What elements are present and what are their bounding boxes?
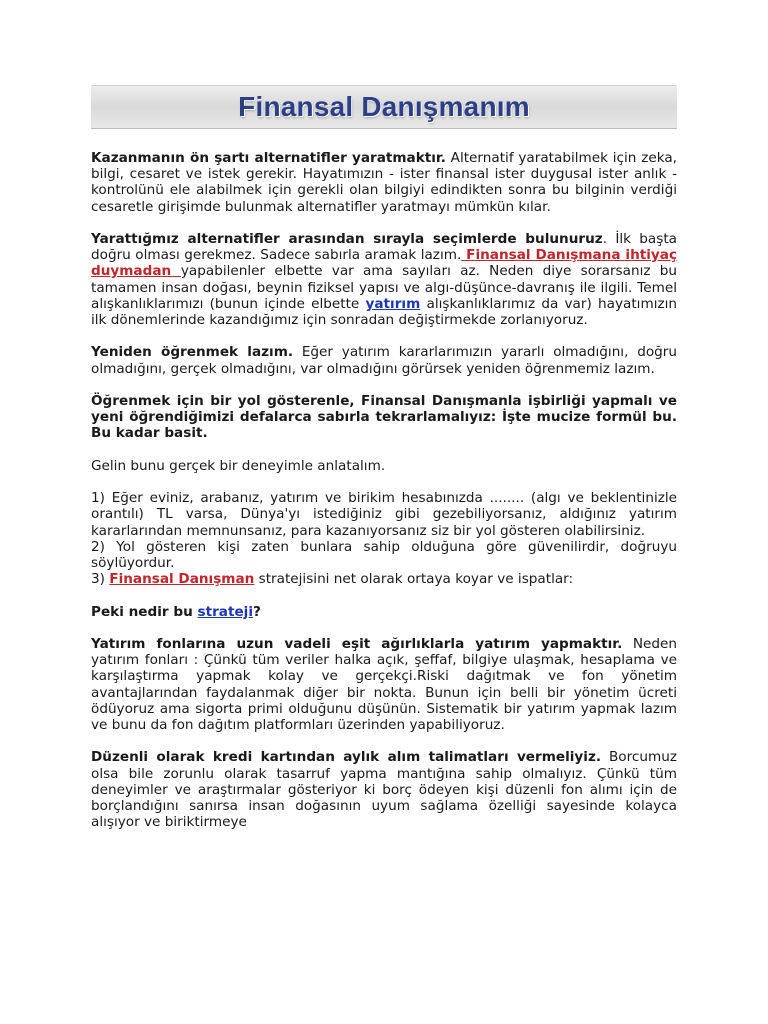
paragraph-8-text: Borcumuz olsa bile zorunlu olarak tasarruf yapma mantığına sahip olmalıyız. Çünkü tüm deneyimler ve araştırmalar gösteriyor ki borç ödeyen kişi düzenli fon alımı için de borçlandığını sanırsa insan doğasının uyum sağlama özelliği sayesinde kolayca alışıyor ve biriktirmeye	[91, 749, 677, 831]
yatirim-link[interactable]: yatırım	[365, 295, 421, 312]
paragraph-1	[91, 150, 677, 215]
paragraph-1-text: Alternatif yaratabilmek için zeka, bilgi, cesaret ve istek gerekir. Hayatımızın - ister finansal ister duygusal ister anlık - kontrolünü ele alabilmek için gerekli olan bilgiyi edindikten sonra bu bilginin verdiği cesaretle girişimde bulunmak alternatifler yaratmayı mümkün kılar.	[91, 150, 677, 215]
paragraph-7-text: Neden yatırım fonları : Çünkü tüm veriler halka açık, şeffaf, bilgiye ulaşmak, hesaplama ve karşılaştırma yapmak kolay ve gerçekçi.Riski dağıtmak ve fon yönetim avantajlarından faydalanmak diğer bir nokta. Bunun için belli bir yönetim ücreti ödüyoruz ama sigorta primi olduğunu düşünün. Sistematik bir yatırım yapmak lazım ve bunu da fon dağıtım platformları üzerinden yapabiliyoruz.	[91, 635, 677, 733]
finansal-danisman-link[interactable]: Finansal Danışman	[109, 571, 255, 588]
paragraph-2-lead: Yarattığmız alternatifler arasından sırayla seçimlerde bulunuruz	[91, 231, 603, 247]
paragraph-2	[91, 231, 677, 328]
list-item	[91, 490, 677, 539]
paragraph-3	[91, 344, 677, 376]
paragraph-5	[91, 458, 677, 474]
paragraph-3-lead: Yeniden öğrenmek lazım.	[91, 344, 294, 361]
article-body	[91, 150, 677, 847]
paragraph-7	[91, 636, 677, 733]
paragraph-5-text: Gelin bunu gerçek bir deneyimle anlatalım.	[91, 457, 386, 474]
title-banner	[91, 85, 677, 129]
paragraph-2-text-3: alışkanlıklarımız da var) hayatımızın ilk dönemlerinde kazandığımız için sonradan değiştirmekde zorlanıyoruz.	[91, 295, 677, 329]
paragraph-1-lead: Kazanmanın ön şartı alternatifler yaratmaktır.	[91, 150, 446, 166]
list-item-1-text: 1) Eğer eviniz, arabanız, yatırım ve birikim hesabınızda ........ (algı ve beklentinizle orantılı) TL varsa, Dünya'yı istediğiniz gibi gezebiliyorsanız, aldığınız yatırım kararlarından memnunsanız, para kazanıyorsanız siz bir yol gösteren olabilirsiniz.	[91, 490, 677, 539]
paragraph-8-lead: Düzenli olarak kredi kartından aylık alım talimatları vermeliyiz.	[91, 749, 602, 766]
list-item	[91, 571, 677, 587]
paragraph-2-text-1: . İlk başta doğru olması gerekmez. Sadece sabırla aramak lazım.	[91, 231, 677, 264]
list-item-3-text: stratejisini net olarak ortaya koyar ve ispatlar:	[254, 571, 574, 588]
paragraph-2-text-2: yapabilenler elbette var ama sayıları az. Neden diye sorarsanız bu tamamen insan doğası, beynin fiziksel yapısı ve algı-düşünce-davranış ile ilgili. Temel alışkanlıklarımızı (bunun içinde elbette	[91, 263, 678, 312]
page-title: Finansal Danışmanım	[238, 91, 530, 122]
paragraph-4-lead: Öğrenmek için bir yol gösterenle, Finansal Danışmanla işbirliği yapmalı ve yeni öğrendiğimizi defalarca sabırla tekrarlamalıyız: İşte mucize formül bu. Bu kadar basit.	[91, 393, 677, 442]
paragraph-6-prefix: Peki nedir bu	[91, 603, 198, 620]
strateji-link[interactable]: strateji	[197, 603, 253, 620]
paragraph-4	[91, 393, 677, 442]
list-item-2-text: 2) Yol gösteren kişi zaten bunlara sahip olduğuna göre güvenilirdir, doğruyu söylüyordur.	[91, 538, 677, 571]
list-item	[91, 539, 677, 571]
paragraph-8	[91, 749, 677, 830]
paragraph-6	[91, 604, 677, 620]
list-item-3-prefix: 3)	[91, 571, 110, 588]
paragraph-6-suffix: ?	[253, 603, 261, 620]
paragraph-3-text: Eğer yatırım kararlarımızın yararlı olmadığını, doğru olmadığını, gerçek olmadığını, var olmadığını görürsek yeniden öğrenmemiz lazım.	[91, 344, 677, 377]
finansal-danismana-link[interactable]: Finansal Danışmana ihtiyaç duymadan	[91, 247, 678, 280]
paragraph-7-lead: Yatırım fonlarına uzun vadeli eşit ağırlıklarla yatırım yapmaktır.	[91, 635, 623, 652]
